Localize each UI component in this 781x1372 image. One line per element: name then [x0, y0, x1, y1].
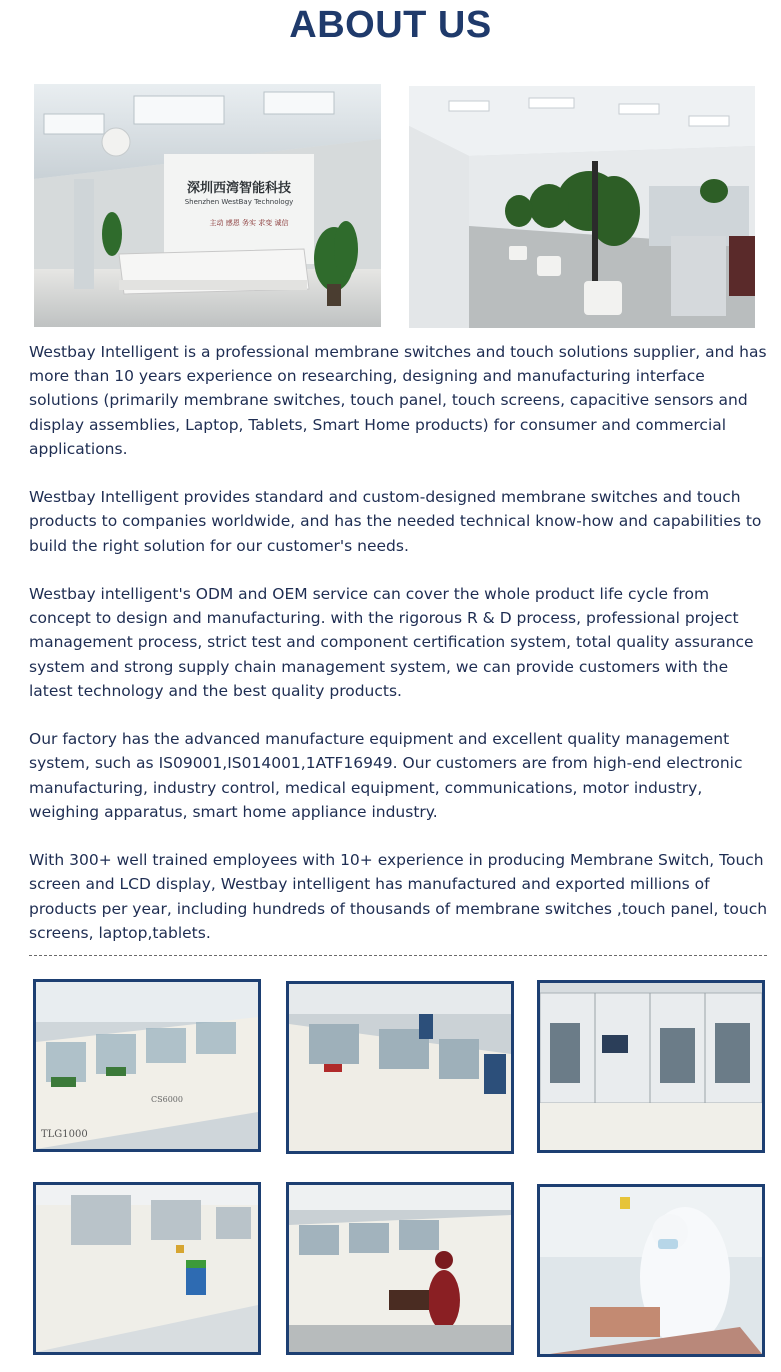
paragraph-factory: Our factory has the advanced manufacture equipment and excellent quality management system, such as IS09001,IS014001,1ATF16949. Our customers are from high-end electronic manufacturing, industry control, medical equipment, communications, motor industry, weighing apparatus, smart home appliance industry.	[29, 730, 743, 821]
page-title: ABOUT US	[289, 4, 492, 46]
factory-photo-1	[33, 979, 261, 1152]
factory-photo-2	[286, 981, 514, 1154]
lobby-sign-english: Shenzhen WestBay Technology	[184, 198, 294, 206]
paragraph-products: Westbay Intelligent provides standard and custom-designed membrane switches and touch products to companies worldwide, and has the needed technical know-how and capabilities to build the right solution for our customer's needs.	[29, 488, 762, 555]
factory-photo-6	[537, 1184, 765, 1357]
paragraph-intro: Westbay Intelligent is a professional membrane switches and touch solutions supplier, and has more than 10 years experience on researching, designing and manufacturing interface solutions (primarily membrane switches, touch panel, touch screens, capacitive sensors and display assemblies, Laptop, Tablets, Smart Home products) for consumer and commercial applications.	[29, 343, 767, 458]
lobby-sign-motto: 主动 感恩 务实 求变 诚信	[209, 219, 289, 227]
about-text	[29, 340, 774, 969]
office-photo	[409, 86, 755, 328]
machine-label-2: TLG1000	[41, 1129, 88, 1140]
paragraph-odm-oem: Westbay intelligent's ODM and OEM service can cover the whole product life cycle from concept to design and manufacturing. with the rigorous R & D process, professional project management process, strict test and component certification system, total quality assurance system and strong supply chain management system, we can provide customers with the latest technology and the best quality products.	[29, 585, 754, 700]
paragraph-employees: With 300+ well trained employees with 10+ experience in producing Membrane Switch, Touch screen and LCD display, Westbay intelligent has manufactured and exported millions of products per year, including hundreds of thousands of membrane switches ,touch panel, touch screens, laptop,tablets.	[29, 851, 768, 942]
machine-label-1: CS6000	[151, 1095, 183, 1104]
lobby-sign-chinese: 深圳西湾智能科技	[186, 181, 292, 196]
factory-photo-4	[33, 1182, 261, 1355]
lobby-photo	[34, 84, 381, 327]
factory-photo-5	[286, 1182, 514, 1355]
factory-photo-3	[537, 980, 765, 1153]
section-divider	[29, 955, 767, 956]
